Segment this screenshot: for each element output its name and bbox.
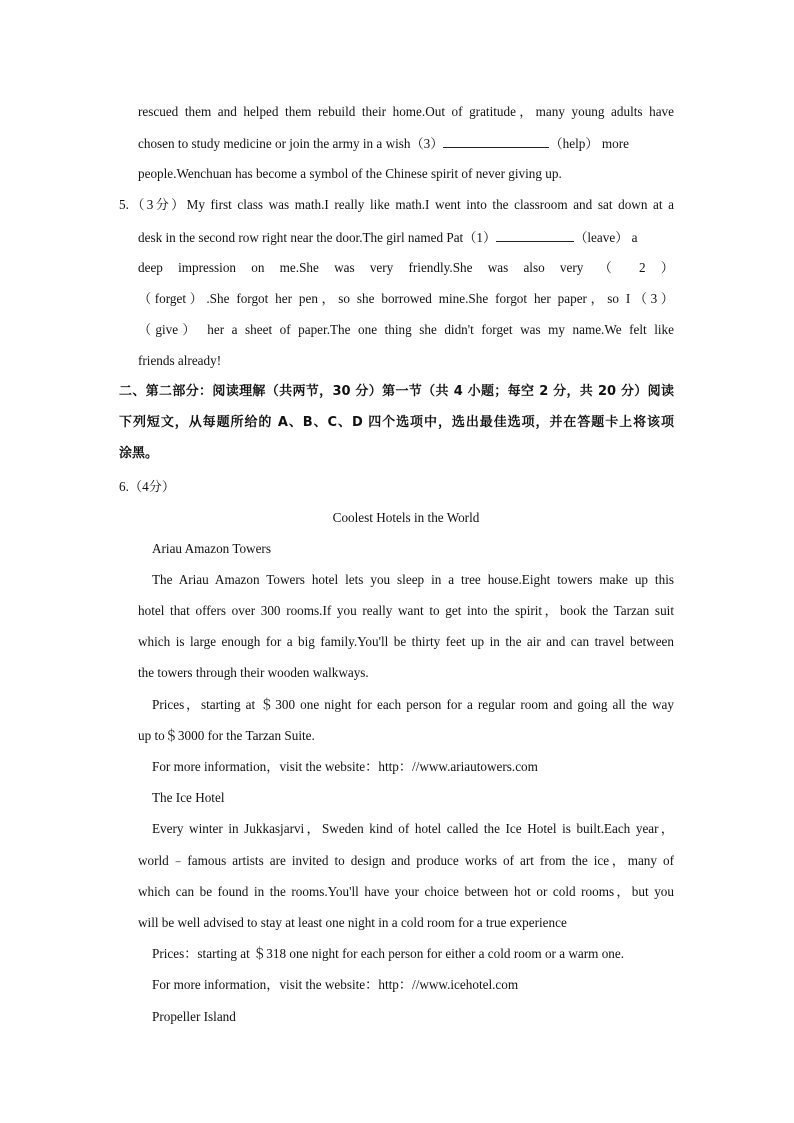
hotel1-info: For more information，visit the website：http：//www.ariautowers.com <box>152 759 538 774</box>
hotel1-para-line: the towers through their wooden walkways. <box>138 665 369 680</box>
hotel2-para-line: will be well advised to stay at least one night in a cold room for a true experience <box>138 915 567 930</box>
hotel2-info: For more information，visit the website：http：//www.icehotel.com <box>152 977 519 992</box>
q4-line-2-hint: （help） more <box>549 136 629 151</box>
hotel1-price-line: up to＄3000 for the Tarzan Suite. <box>138 728 315 743</box>
passage-title: Coolest Hotels in the World <box>332 510 480 525</box>
answer-blank[interactable] <box>443 135 549 148</box>
q4-line-2 <box>138 135 674 152</box>
q5-line-2 <box>138 229 674 246</box>
q5-line-1: 5.（3分）My first class was math.I really like math.I went into the classroom and sat down at a <box>119 197 674 212</box>
section2-line-3: 涂黑。 <box>119 446 159 461</box>
q6-label: 6.（4分） <box>119 479 176 494</box>
hotel2-name: The Ice Hotel <box>152 790 225 805</box>
hotel1-name: Ariau Amazon Towers <box>152 541 271 556</box>
section2-line-2: 下列短文，从每题所给的 A、B、C、D 四个选项中，选出最佳选项，并在答题卡上将该项 <box>119 415 674 430</box>
answer-blank[interactable] <box>496 229 574 242</box>
hotel1-price-line: Prices，starting at ＄300 one night for each person for a regular room and going all the way <box>152 697 674 712</box>
hotel1-para-line: hotel that offers over 300 rooms.If you really want to get into the spirit，book the Tarzan suit <box>138 603 674 618</box>
q4-line-2-text: chosen to study medicine or join the army in a wish（3） <box>138 136 444 151</box>
hotel1-para-line: The Ariau Amazon Towers hotel lets you sleep in a tree house.Eight towers make up this <box>152 572 674 587</box>
hotel2-para-line: Every winter in Jukkasjarvi，Sweden kind of hotel called the Ice Hotel is built.Each year， <box>152 821 674 836</box>
q5-line-5: （give） her a sheet of paper.The one thing she didn't forget was my name.We felt like <box>138 322 674 337</box>
q5-line-2-text: desk in the second row right near the door.The girl named Pat（1） <box>138 230 497 245</box>
hotel2-para-line: world﹣famous artists are invited to design and produce works of art from the ice，many of <box>138 853 674 868</box>
q5-line-2-hint: （leave） a <box>574 230 638 245</box>
q5-line-6: friends already! <box>138 353 222 368</box>
section2-line-1: 二、第二部分：阅读理解（共两节，30 分）第一节（共 4 小题；每空 2 分，共 20 分）阅读 <box>119 384 674 399</box>
hotel2-para-line: which can be found in the rooms.You'll have your choice between hot or cold rooms，but you <box>138 884 674 899</box>
q4-line-3: people.Wenchuan has become a symbol of the Chinese spirit of never giving up. <box>138 166 562 181</box>
q4-line-1: rescued them and helped them rebuild their home.Out of gratitude，many young adults have <box>138 104 674 119</box>
q5-line-3: deep impression on me.She was very friendly.She was also very （ 2 ） <box>138 260 674 275</box>
hotel2-price: Prices：starting at ＄318 one night for each person for either a cold room or a warm one. <box>152 946 625 961</box>
q5-line-4: （forget）.She forgot her pen，so she borrowed mine.She forgot her paper，so I（3） <box>138 291 674 306</box>
hotel3-name: Propeller Island <box>152 1009 236 1024</box>
hotel1-para-line: which is large enough for a big family.You'll be thirty feet up in the air and can travel between <box>138 634 674 649</box>
